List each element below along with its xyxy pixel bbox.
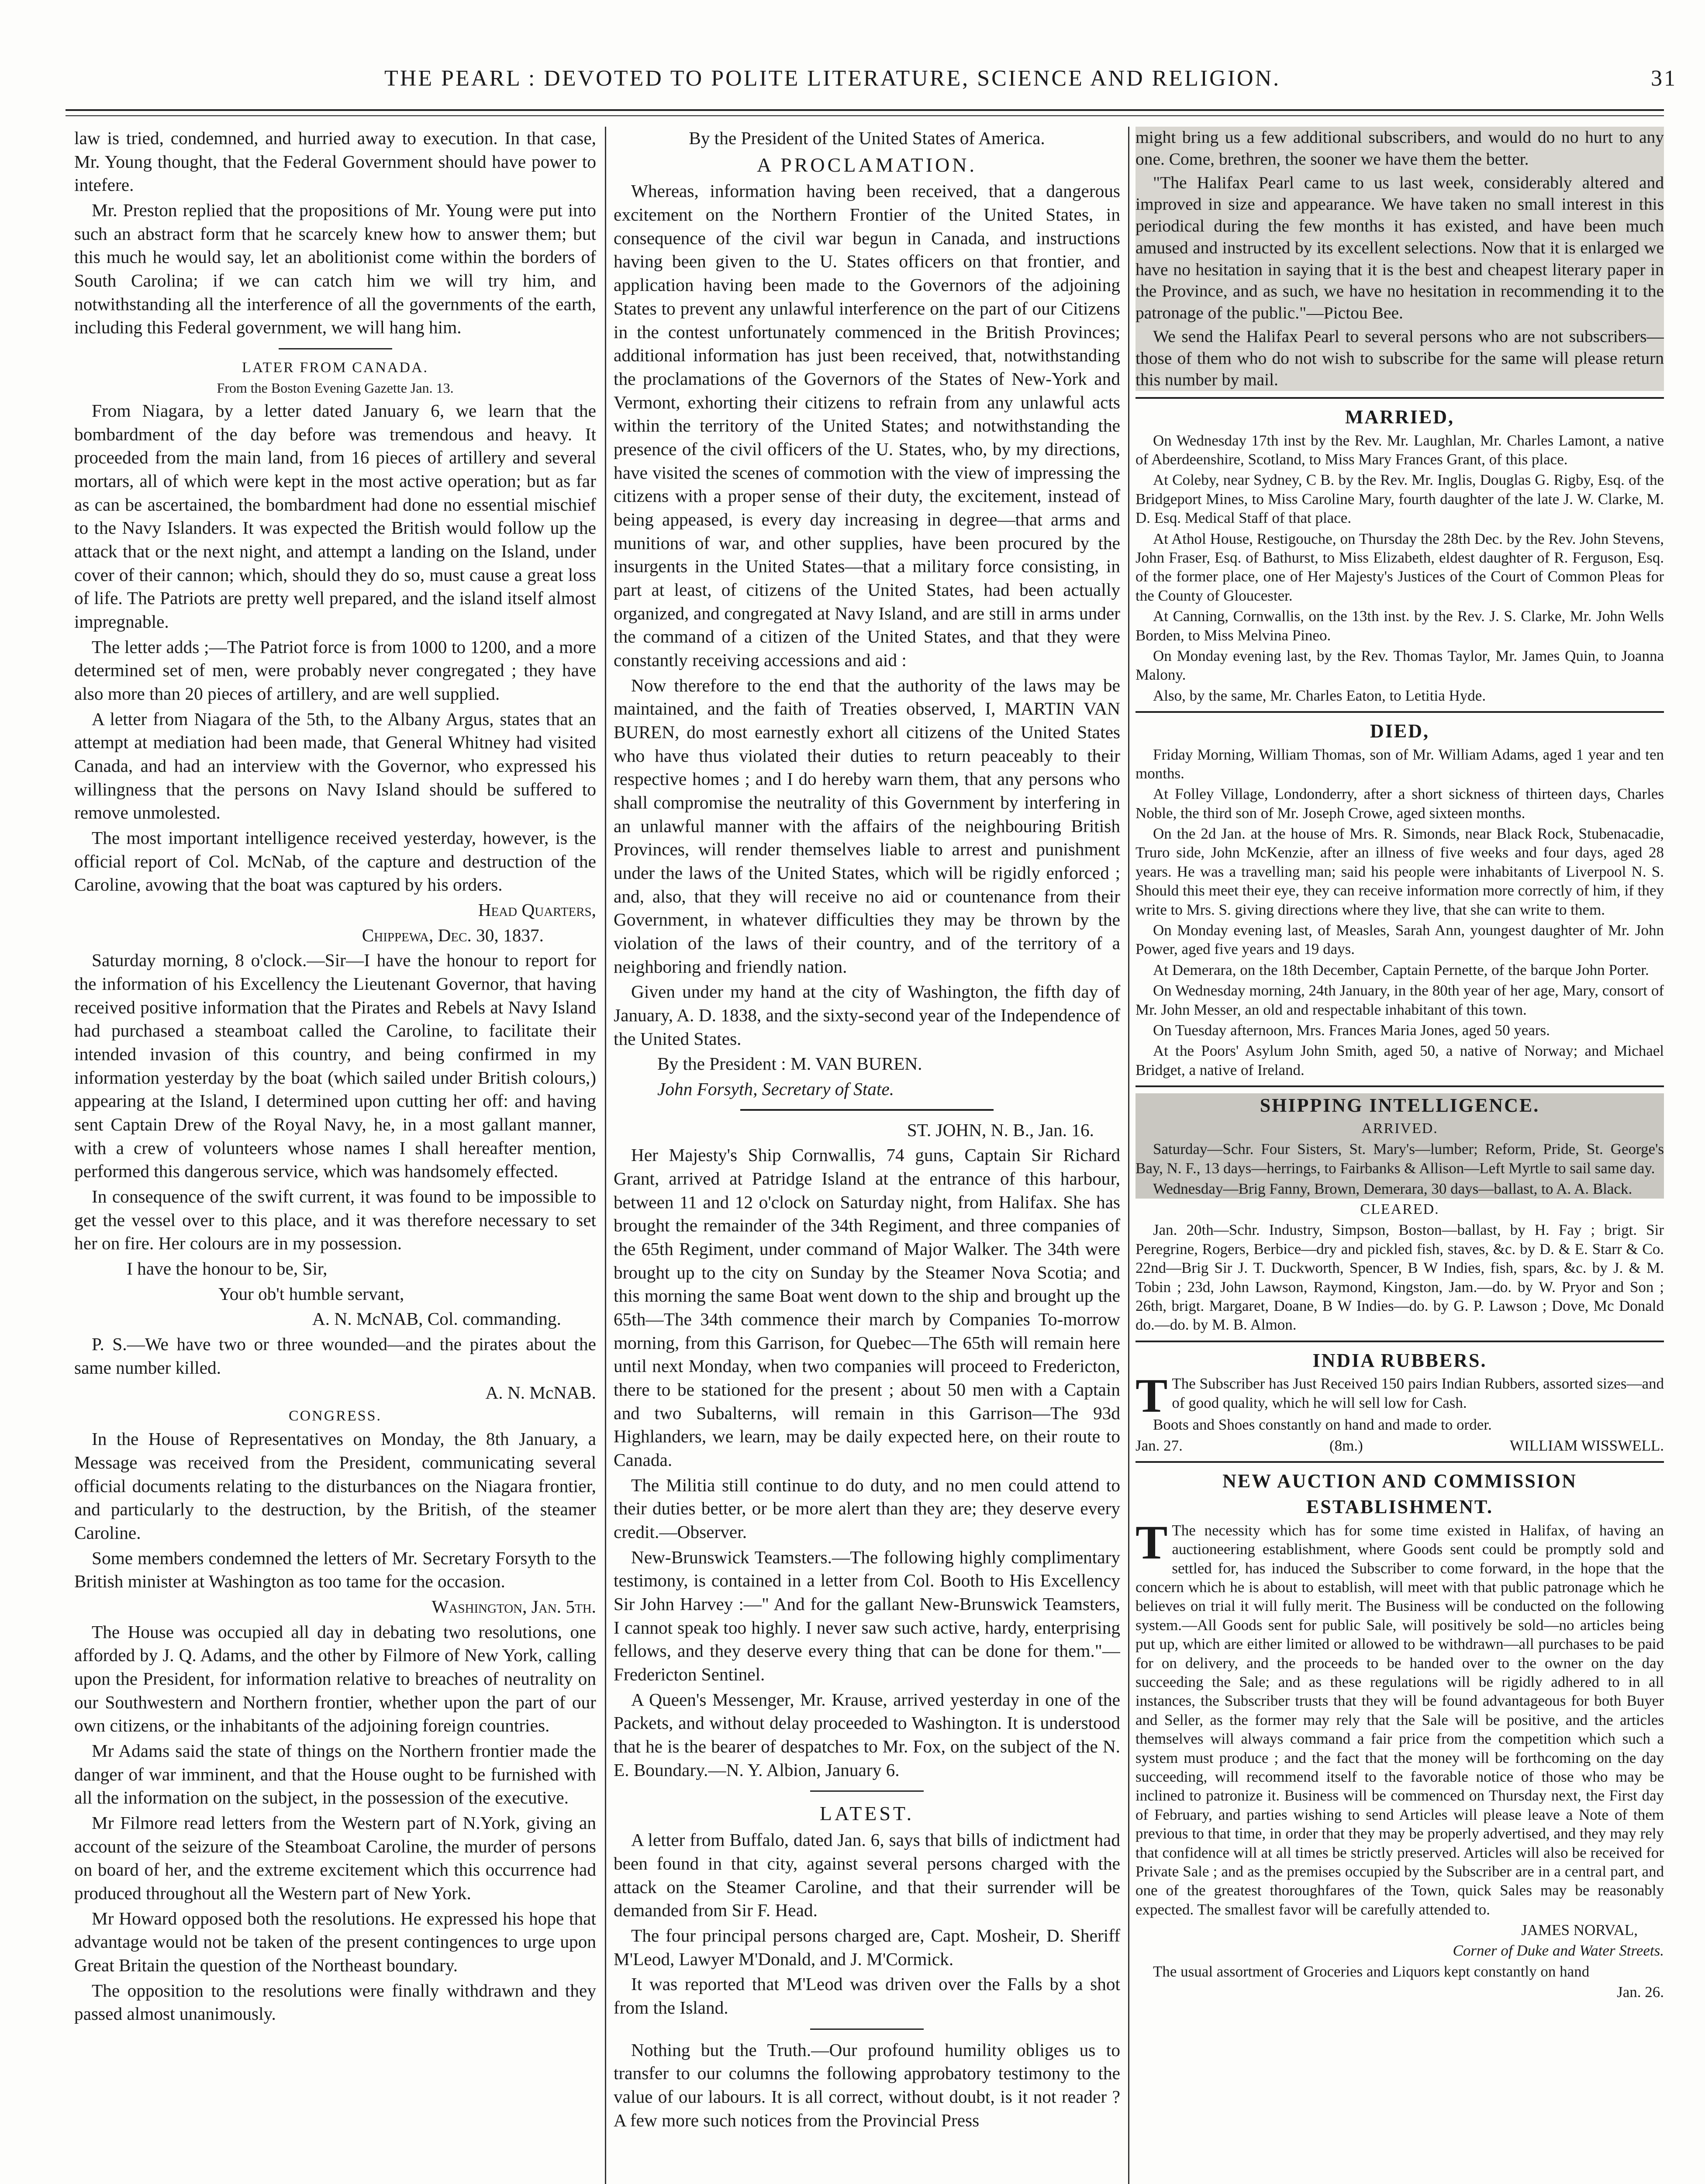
separator (1136, 1341, 1664, 1342)
india-rubbers-ad (1136, 1369, 1664, 1455)
married-notices (1136, 431, 1664, 705)
letter-signature: A. N. McNAB, Col. commanding. (312, 1309, 561, 1329)
separator (279, 348, 392, 349)
heading-new-auction: NEW AUCTION AND COMMISSION (1222, 1470, 1577, 1492)
advert-date: Jan. 26. (1617, 1984, 1664, 2001)
chippewa-dateline: Chippewa, Dec. 30, 1837. (362, 925, 544, 945)
advert-signature-line: Jan. 27. (8m.) WILLIAM WISSWELL. (1136, 1437, 1664, 1454)
secretary-line: John Forsyth, Secretary of State. (657, 1079, 894, 1099)
article-paragraph: "The Halifax Pearl came to us last week, considerably altered and improved in size and appearance. We have taken no small interest in this periodical during the few months it has existed, and have been much amused and instructed by its excellent selections. Now that it is enlarged we have no hesitation in saying that it is the best and cheapest literary paper in the Province, and as such, we have no hesitation in recommending it to the patronage of the public."—Pictou Bee. (1136, 173, 1664, 323)
heading-cleared: CLEARED. (1360, 1201, 1439, 1217)
marriage-notice: Also, by the same, Mr. Charles Eaton, to Letitia Hyde. (1153, 687, 1486, 704)
drop-cap: T (1136, 1369, 1168, 1423)
drop-cap: T (1136, 1515, 1168, 1569)
death-notice: At the Poors' Asylum John Smith, aged 50, a native of Norway; and Michael Bridget, a native of Ireland. (1136, 1042, 1664, 1078)
death-notice: On Tuesday afternoon, Mrs. Frances Maria Jones, aged 50 years. (1153, 1022, 1550, 1039)
heading-married: MARRIED, (1345, 406, 1455, 428)
heading-shipping-intelligence: SHIPPING INTELLIGENCE. (1260, 1095, 1540, 1116)
header-rule (66, 109, 1664, 116)
column-divider-1 (605, 127, 606, 2184)
article-paragraph: Now therefore to the end that the authority of the laws may be maintained, and the faith of Treaties observed, I, MARTIN VAN BUREN, do most earnestly exhort all citizens of the United States who have thus violated their duties to return peaceably to their respective homes ; and I do hereby warn them, that any persons who shall compromise the neutrality of this Government by interfering in an unlawful manner with the affairs of the neighbouring British Provinces, will render themselves liable to arrest and punishment under the laws of the United States, which will be rigidly enforced ; and, also, that they will receive no aid or countenance from their Government, in whatever difficulties they may be thrown by the violation of the laws of their country, and of the territory of a neighboring and friendly nation. (614, 675, 1120, 977)
separator (1136, 1085, 1664, 1087)
death-notice: Friday Morning, William Thomas, son of Mr. William Adams, aged 1 year and ten months. (1136, 746, 1664, 782)
advert-text: The usual assortment of Groceries and Liquors kept constantly on hand (1153, 1963, 1590, 1980)
marriage-notice: At Coleby, near Sydney, C B. by the Rev. Mr. Inglis, Douglas G. Rigby, Esq. of the Bridgeport Mines, to Miss Caroline Mary, fourth daughter of the late J. W. Clarke, M. D. Esq. Medical Staff of that place. (1136, 471, 1664, 527)
marriage-notice: At Canning, Cornwallis, on the 13th inst. by the Rev. J. S. Clarke, Mr. John Wells Borden, to Miss Melvina Pineo. (1136, 608, 1664, 644)
marriage-notice: On Wednesday 17th inst by the Rev. Mr. Laughlan, Mr. Charles Lamont, a native of Aberdeenshire, Scotland, to Miss Mary Frances Grant, of this place. (1136, 432, 1664, 468)
advert-signature: JAMES NORVAL, (1521, 1921, 1638, 1939)
clearance-entry: Jan. 20th—Schr. Industry, Simpson, Boston—ballast, by H. Fay ; brigt. Sir Peregrine, Rogers, Berbice—dry and pickled fish, staves, &c. by D. & E. Starr & Co. 22nd—Brig Sir J. T. Duckworth, Spencer, B W Indies, fish, spars, &c. by J. & M. Tobin ; 23d, John Lawson, Raymond, Kingston, Jam.—do. by W. Pryor and Son ; 26th, brigt. Margaret, Doane, B W Indies—do. by G. P. Lawson ; Dove, Mc Donald do.—do. by M. B. Almon. (1136, 1221, 1664, 1334)
arrival-entry: Saturday—Schr. Four Sisters, St. Mary's—lumber; Reform, Pride, St. George's Bay, N. F., 13 days—herrings, to Fairbanks & Allison—Left Myrtle to sail same day. (1136, 1140, 1664, 1177)
separator (810, 1790, 924, 1792)
article-paragraph: The four principal persons charged are, Capt. Mosheir, D. Sheriff M'Leod, Lawyer M'Donald, and J. M'Cormick. (614, 1925, 1120, 1969)
pearl-notice-block (1136, 127, 1664, 391)
article-paragraph: The Militia still continue to do duty, and no men could attend to their duties better, or be more alert than they are; they deserve every credit.—Observer. (614, 1475, 1120, 1542)
article-paragraph: Some members condemned the letters of Mr. Secretary Forsyth to the British minister at Washington as too tame for the occasion. (74, 1548, 596, 1592)
advert-address: Corner of Duke and Water Streets. (1453, 1942, 1664, 1959)
article-paragraph: Mr Adams said the state of things on the Northern frontier made the danger of war imminent, and that the House ought to be furnished with all the information on the subject, in the possession of the executive. (74, 1740, 596, 1808)
article-paragraph: A letter from Buffalo, dated Jan. 6, says that bills of indictment had been found in that city, against several persons charged with the attack on the Steamer Caroline, and that their surrender will be demanded from Sir F. Head. (614, 1830, 1120, 1921)
heading-congress: CONGRESS. (288, 1408, 382, 1424)
marriage-notice: On Monday evening last, by the Rev. Thomas Taylor, Mr. James Quin, to Joanna Malony. (1136, 647, 1664, 684)
page-number: 31 (1651, 66, 1677, 91)
column-3 (1136, 127, 1664, 2184)
heading-establishment: ESTABLISHMENT. (1306, 1496, 1493, 1518)
letter-signature: A. N. McNAB. (485, 1382, 596, 1403)
article-paragraph: The opposition to the resolutions were finally withdrawn and they passed almost unanimously. (74, 1980, 596, 2024)
article-paragraph: New-Brunswick Teamsters.—The following highly complimentary testimony, is contained in a letter from Col. Booth to His Excellency Sir John Harvey :—" And for the gallant New-Brunswick Teamsters, I cannot speak too highly. I never saw such active, hardy, enterprising fellows, and they deserve every thing that can be done for them."—Fredericton Sentinel. (614, 1547, 1120, 1685)
death-notice: At Folley Village, Londonderry, after a short sickness of thirteen days, Charles Noble, the third son of Mr. Joseph Crowe, aged sixteen months. (1136, 785, 1664, 822)
death-notice: At Demerara, on the 18th December, Captain Pernette, of the barque John Porter. (1153, 961, 1649, 978)
article-paragraph: P. S.—We have two or three wounded—and the pirates about the same number killed. (74, 1334, 596, 1378)
advert-text: Boots and Shoes constantly on hand and made to order. (1153, 1416, 1492, 1434)
heading-india-rubbers: INDIA RUBBERS. (1312, 1349, 1487, 1371)
article-paragraph: Her Majesty's Ship Cornwallis, 74 guns, Captain Sir Richard Grant, arrived at Patridge Island at the entrance of this harbour, between 11 and 12 o'clock on Saturday night, from Halifax. She has brought the remainder of the 34th Regiment, and three companies of the 65th Regiment, under command of Major Walker. The 34th were brought up to the city on Sunday by the Steamer Nova Scotia; and this morning the same Boat went down to the ship and brought up the 65th—The 34th commence their march by Companies To-morrow morning, from this Garrison, for Quebec—The 65th will remain here until next Monday, when two companies will proceed to Fredericton, there to be stationed for the present ; about 50 men with a Captain and two Subalterns, will remain in this Garrison—The 93d Highlanders, we learn, may be daily expected here, on their route to Canada. (614, 1145, 1120, 1470)
article-paragraph: From Niagara, by a letter dated January 6, we learn that the bombardment of the day before was tremendous and heavy. It proceeded from the main land, from 16 pieces of artillery and several mortars, all of which were kept in the most active operation; but as far as can be ascertained, the bombardment had done no essential mischief to the Navy Islanders. It was expected the British would follow up the attack that or the next night, and attempt a landing on the Island, under cover of their cannon; which, should they do so, must cause a great loss of life. The Patriots are pretty well prepared, and the island itself almost impregnable. (74, 400, 596, 632)
column-2 (614, 127, 1120, 2184)
article-paragraph: Given under my hand at the city of Washington, the fifth day of January, A. D. 1838, and the sixty-second year of the Independence of the United States. (614, 981, 1120, 1049)
source-line: From the Boston Evening Gazette Jan. 13. (217, 380, 454, 396)
article-paragraph: We send the Halifax Pearl to several persons who are not subscribers—those of them who do not wish to subscribe for the same will please return this number by mail. (1136, 326, 1664, 390)
head-quarters-line: Head Quarters, (478, 899, 596, 920)
advert-text: T The Subscriber has Just Received 150 pairs Indian Rubbers, assorted sizes—and of good quality, which he will sell low for Cash. (1136, 1369, 1664, 1423)
article-paragraph: The most important intelligence received yesterday, however, is the official report of Col. McNab, of the capture and destruction of the Caroline, avowing that the boat was captured by his orders. (74, 827, 596, 895)
separator (1136, 397, 1664, 399)
article-paragraph: In the House of Representatives on Monday, the 8th January, a Message was received from the President, communicating several official documents relating to the disturbances on the Niagara frontier, and particularly to the destruction, by the British, of the steamer Caroline. (74, 1429, 596, 1543)
proclamation-byline: By the President of the United States of America. (689, 128, 1045, 148)
st-john-dateline: ST. JOHN, N. B., Jan. 16. (907, 1120, 1094, 1140)
heading-latest: LATEST. (819, 1802, 915, 1825)
article-paragraph: A Queen's Messenger, Mr. Krause, arrived yesterday in one of the Packets, and without delay proceeded to Washington. It is understood that he is the bearer of despatches to Mr. Fox, on the subject of the N. E. Boundary.—N. Y. Albion, January 6. (614, 1689, 1120, 1780)
column-1 (74, 127, 596, 2184)
marriage-notice: At Athol House, Restigouche, on Thursday the 28th Dec. by the Rev. John Stevens, John Fraser, Esq. of Bathurst, to Miss Elizabeth, eldest daughter of R. Ferguson, Esq. of the former place, one of Her Majesty's Justices of the Court of Common Pleas for the County of Gloucester. (1136, 530, 1664, 604)
masthead (384, 66, 1677, 100)
article-paragraph: Saturday morning, 8 o'clock.—Sir—I have the honour to report for the information of his Excellency the Lieutenant Governor, that having received positive information that the Pirates and Rebels at Navy Island had purchased a steamboat called the Caroline, to facilitate their intended invasion of this country, and being confirmed in my information yesterday by the boat (which sailed under British colours,) appearing at the Island, I determined upon cutting her off: and having sent Captain Drew of the Royal Navy, he, in a most gallant manner, with a crew of volunteers whose names I shall hereafter mention, performed this dangerous service, which was handsomely effected. (74, 950, 596, 1182)
proclamation-signature: By the President : M. VAN BUREN. (657, 1054, 922, 1074)
heading-died: DIED, (1370, 720, 1430, 742)
masthead-title: THE PEARL : DEVOTED TO POLITE LITERATURE, SCIENCE AND RELIGION. (384, 66, 1281, 91)
column-divider-2 (1128, 127, 1129, 2184)
auction-ad (1136, 1515, 1664, 2002)
heading-later-from-canada: LATER FROM CANADA. (242, 359, 429, 376)
article-paragraph: In consequence of the swift current, it was found to be impossible to get the vessel over to this place, and it was therefore necessary to set her on fire. Her colours are in my possession. (74, 1186, 596, 1254)
article-paragraph: Mr Howard opposed both the resolutions. He expressed his hope that advantage would not be taken of the present contingences to urge upon Great Britain the question of the Northeast boundary. (74, 1908, 596, 1976)
separator (740, 1109, 994, 1111)
heading-arrived: ARRIVED. (1361, 1120, 1438, 1137)
separator (810, 2028, 924, 2030)
death-notice: On Monday evening last, of Measles, Sarah Ann, youngest daughter of Mr. John Power, aged five years and 19 days. (1136, 922, 1664, 958)
death-notices (1136, 745, 1664, 1080)
shipping-intelligence-block (1136, 1093, 1664, 1198)
letter-closing: I have the honour to be, Sir, (127, 1258, 328, 1279)
arrival-entry: Wednesday—Brig Fanny, Brown, Demerara, 30 days—ballast, to A. A. Black. (1153, 1180, 1633, 1198)
heading-proclamation: A PROCLAMATION. (756, 153, 977, 176)
article-paragraph: The letter adds ;—The Patriot force is from 1000 to 1200, and a more determined set of men, were probably never congregated ; they have also more than 20 pieces of artillery, and are well supplied. (74, 636, 596, 704)
letter-closing: Your ob't humble servant, (218, 1283, 404, 1304)
death-notice: On Wednesday morning, 24th January, in the 80th year of her age, Mary, consort of Mr. John Messer, an old and respectable inhabitant of this town. (1136, 982, 1664, 1018)
separator (1136, 711, 1664, 713)
article-paragraph: might bring us a few additional subscribers, and would do no hurt to any one. Come, brethren, the sooner we have them the better. (1136, 128, 1664, 169)
article-paragraph: Mr Filmore read letters from the Western part of N.York, giving an account of the seizure of the Steamboat Caroline, the murder of persons on board of her, and the extreme excitement which this occurrence had produced throughout all the Western part of New York. (74, 1812, 596, 1903)
article-paragraph: law is tried, condemned, and hurried away to execution. In that case, Mr. Young thought, that the Federal Government should have power to intefere. (74, 128, 596, 195)
article-paragraph: A letter from Niagara of the 5th, to the Albany Argus, states that an attempt at mediation had been made, that General Whitney had visited Canada, and had an interview with the Governor, who expressed his willingness that the persons on Navy Island should be suffered to remove unmolested. (74, 708, 596, 823)
article-paragraph: The House was occupied all day in debating two resolutions, one afforded by J. Q. Adams, and the other by Filmore of New York, calling upon the President, for information relative to breaches of neutrality on our Southwestern and Northern frontier, whether upon the part of our own citizens, or the inhabitants of the adjoining foreign countries. (74, 1621, 596, 1736)
advert-text: T The necessity which has for some time existed in Halifax, of having an auctioneering establishment, where Goods sent could be promptly sold and settled for, has induced the Subscriber to come forward, in the hope that the concern which he is about to establish, will meet with that public patronage which he believes on trial it will fully merit. The Business will be conducted on the following system.—All Goods sent for public Sale, will positively be sold—no articles being put up, which are either limited or allowed to be withdrawn—all purchases to be paid for on delivery, and the proceeds to be handed over to the owner on the day succeeding the Sale; and as these regulations will be rigidly adhered to in all instances, the Subscriber trusts that they will be found advantageous for both Buyer and Seller, as the former may rely that the Sale will be positive, and the articles themselves will always command a fair price from the competition which such a system must produce ; and the fact that the money will be forthcoming on the day succeeding, will recommend itself to the favorable notice of those who may be inclined to patronize it. Business will be commenced on Thursday next, the First day of February, and parties wishing to send Articles will please leave a Note of them previous to that time, in order that they may be properly advertised, and they may rely that confidence will at all times be strictly preserved. Articles will also be received for Private Sale ; and as the premises occupied by the Subscriber are in a central part, and one of the greatest thoroughfares of the Town, quick Sales may be reasonably expected. The smallest favor will be carefully attended to. (1136, 1515, 1664, 1918)
article-paragraph: Nothing but the Truth.—Our profound humility obliges us to transfer to our columns the following approbatory testimony to the value of our labours. It is all correct, without doubt, is it not reader ? A few more such notices from the Provincial Press (614, 2039, 1120, 2130)
death-notice: On the 2d Jan. at the house of Mrs. R. Simonds, near Black Rock, Stubenacadie, Truro side, John McKenzie, after an illness of five weeks and four days, aged 28 years. He was a travelling man; said his people were inhabitants of Liverpool N. S. Should this meet their eye, they can receive information more correctly of him, if they write to Mrs. S. giving directions where they live, that she can write to them. (1136, 825, 1664, 918)
separator (1136, 1461, 1664, 1463)
article-paragraph: It was reported that M'Leod was driven over the Falls by a shot from the Island. (614, 1974, 1120, 2018)
washington-dateline: Washington, Jan. 5th. (431, 1596, 596, 1617)
article-paragraph: Mr. Preston replied that the propositions of Mr. Young were put into such an abstract form that he scarcely knew how to answer them; but this much he would say, let an abolitionist come within the borders of South Carolina; if we can catch him we will try him, and notwithstanding all the interference of all the governments of the earth, including this Federal government, we will hang him. (74, 200, 596, 338)
article-paragraph: Whereas, information having been received, that a dangerous excitement on the Northern Frontier of the United States, in consequence of the civil war begun in Canada, and instructions having been given to the U. States officers on that frontier, and application having been made to the Governors of the adjoining States to prevent any unlawful interference on the part of our Citizens in the contest unfortunately commenced in the British Provinces; additional information has just been received, that, notwithstanding the proclamations of the Governors of the States of New-York and Vermont, exhorting their citizens to refrain from any unlawful acts within the territory of the United States; and notwithstanding the presence of the civil officers of the U. States, who, by my directions, have visited the scenes of commotion with the view of impressing the citizens with a proper sense of their duty, the excitement, instead of being appeased, is every day increasing in degree—that arms and munitions of war, and other supplies, have been procured by the insurgents in the United States—that a military force consisting, in part at least, of citizens of the United States, had been actually organized, and congregated at Navy Island, and are still in arms under the command of a citizen of the United States, and that they were constantly receiving accessions and aid : (614, 181, 1120, 670)
